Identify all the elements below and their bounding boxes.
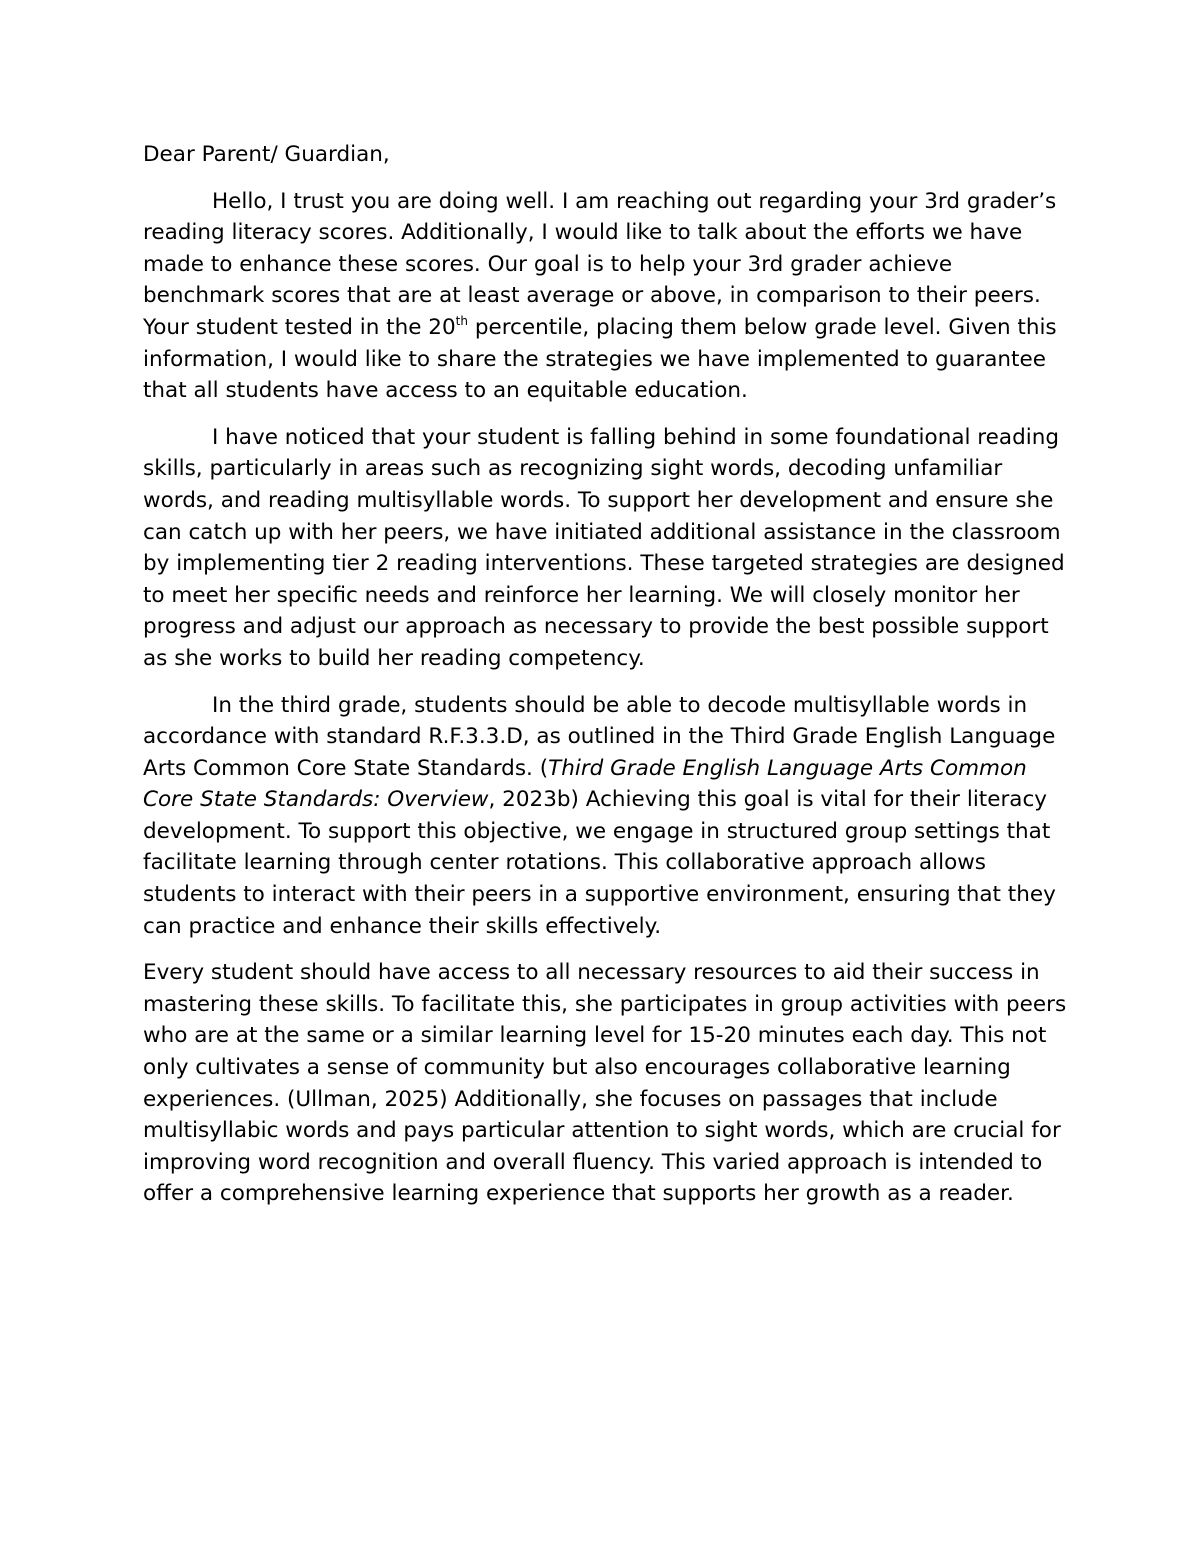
paragraph-intro-text-start: Hello, I trust you are doing well. I am reaching out regarding your 3rd grader’s reading literacy scores. Additionally, I would like to talk about the efforts we have made to enhance these scores. Our goal is to help your 3rd grader achieve benchmark scores that are at least average or above, in comparison to their peers. Your student tested in the 20 <box>143 188 1057 340</box>
paragraph-intro <box>143 186 1068 407</box>
paragraph-standards-text-end: , 2023b) Achieving this goal is vital for their literacy development. To support this objective, we engage in structured group settings that facilitate learning through center rotations. This collaborative approach allows students to interact with their peers in a supportive environment, ensuring that they can practice and enhance their skills effectively. <box>143 787 1056 939</box>
paragraph-standards <box>143 690 1068 943</box>
paragraph-standards-text-start: In the third grade, students should be able to decode multisyllable words in accordance with standard R.F.3.3.D, as outlined in the Third Grade English Language Arts Common Core State Standards. ( <box>143 692 1056 781</box>
paragraph-intro-text-end: percentile, placing them below grade level. Given this information, I would like to share the strategies we have implemented to guarantee that all students have access to an equitable education. <box>143 314 1057 404</box>
salutation: Dear Parent/ Guardian, <box>143 142 390 167</box>
paragraph-skills: I have noticed that your student is falling behind in some foundational reading skills, particularly in areas such as recognizing sight words, decoding unfamiliar words, and reading multisyllable words. To support her development and ensure she can catch up with her peers, we have initiated additional assistance in the classroom by implementing tier 2 reading interventions. These targeted strategies are designed to meet her specific needs and reinforce her learning. We will closely monitor her progress and adjust our approach as necessary to provide the best possible support as she works to build her reading competency. <box>143 424 1065 671</box>
letter-body <box>143 139 1068 1225</box>
citation-title: Third Grade English Language Arts Common Core State Standards: Overview <box>143 755 1027 813</box>
ordinal-superscript: th <box>455 313 468 328</box>
paragraph-resources: Every student should have access to all necessary resources to aid their success in mastering these skills. To facilitate this, she participates in group activities with peers who are at the same or a similar learning level for 15-20 minutes each day. This not only cultivates a sense of community but also encourages collaborative learning experiences. (Ullman, 2025) Additionally, she focuses on passages that include multisyllabic words and pays particular attention to sight words, which are crucial for improving word recognition and overall fluency. This varied approach is intended to offer a comprehensive learning experience that supports her growth as a reader. <box>143 960 1067 1207</box>
